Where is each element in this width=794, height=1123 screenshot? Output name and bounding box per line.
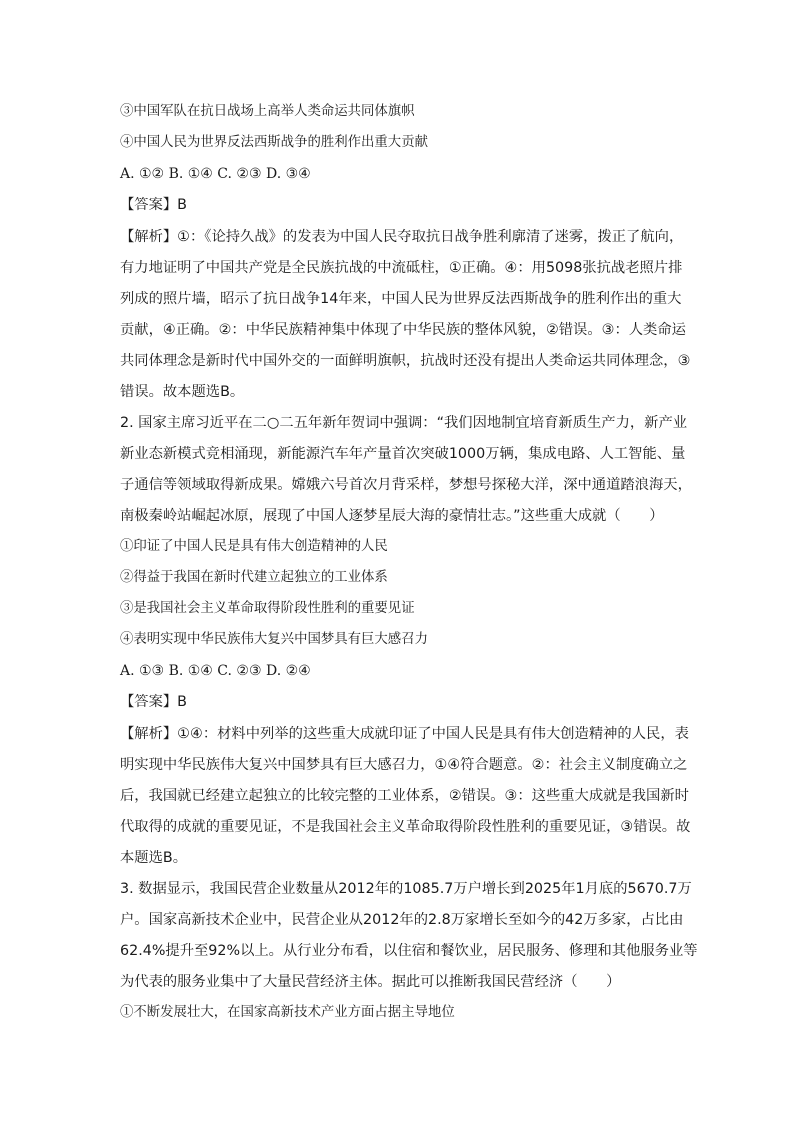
q2-option-3: ③是我国社会主义革命取得阶段性胜利的重要见证 bbox=[120, 601, 415, 616]
q3-stem-line: 3. 数据显示，我国民营企业数量从2012年的1085.7万户增长到2025年1月底的5670.7万 bbox=[120, 881, 692, 897]
q1-analysis-line: 【解析】①：《论持久战》的发表为中国人民夺取抗日战争胜利廓清了迷雾，拨正了航向， bbox=[120, 229, 684, 245]
q2-stem-line: 子通信等领域取得新成果。嫦娥六号首次月背采样，梦想号探秘大洋，深中通道踏浪海天， bbox=[120, 477, 692, 493]
q2-choices: A. ①③ B. ①④ C. ②③ D. ②④ bbox=[120, 663, 311, 679]
q1-analysis-line: 贡献，④正确。②：中华民族精神集中体现了中华民族的整体风貌，②错误。③：人类命运 bbox=[120, 322, 686, 338]
q2-analysis-line: 【解析】①④：材料中列举的这些重大成就印证了中国人民是具有伟大创造精神的人民，表 bbox=[120, 726, 689, 742]
q2-option-2: ②得益于我国在新时代建立起独立的工业体系 bbox=[120, 570, 388, 585]
q2-analysis-line: 代取得的成就的重要见证，不是我国社会主义革命取得阶段性胜利的重要见证，③错误。故 bbox=[120, 819, 691, 835]
q1-analysis-line: 共同体理念是新时代中国外交的一面鲜明旗帜，抗战时还没有提出人类命运共同体理念，③ bbox=[120, 353, 691, 369]
q1-answer: 【答案】B bbox=[120, 197, 187, 213]
q1-analysis-line: 列成的照片墙，昭示了抗日战争14年来，中国人民为世界反法西斯战争的胜利作出的重大 bbox=[120, 291, 682, 307]
q2-option-4: ④表明实现中华民族伟大复兴中国梦具有巨大感召力 bbox=[120, 632, 428, 647]
q2-option-1: ①印证了中国人民是具有伟大创造精神的人民 bbox=[120, 539, 388, 554]
q2-analysis-line: 后，我国就已经建立起独立的比较完整的工业体系，②错误。③：这些重大成就是我国新时 bbox=[120, 788, 689, 804]
q2-stem-line: 2. 国家主席习近平在二○二五年新年贺词中强调：“我们因地制宜培育新质生产力，新产业 bbox=[120, 415, 688, 431]
q1-analysis-line: 错误。故本题选B。 bbox=[120, 384, 245, 400]
q2-stem-line: 新业态新模式竞相涌现，新能源汽车年产量首次突破1000万辆，集成电路、人工智能、量 bbox=[120, 446, 686, 462]
q1-choices: A. ①② B. ①④ C. ②③ D. ③④ bbox=[120, 166, 311, 182]
q3-stem-line: 为代表的服务业集中了大量民营经济主体。据此可以推断我国民营经济（ ） bbox=[120, 974, 621, 990]
q3-stem-line: 62.4%提升至92%以上。从行业分布看，以住宿和餐饮业，居民服务、修理和其他服务业等 bbox=[120, 943, 698, 959]
q1-analysis-line: 有力地证明了中国共产党是全民族抗战的中流砥柱，①正确。④：用5098张抗战老照片排 bbox=[120, 260, 683, 276]
q2-analysis-line: 本题选B。 bbox=[120, 850, 187, 866]
q1-option-3: ③中国军队在抗日战场上高举人类命运共同体旗帜 bbox=[120, 104, 415, 119]
q2-analysis-line: 明实现中华民族伟大复兴中国梦具有巨大感召力，①④符合题意。②：社会主义制度确立之 bbox=[120, 757, 688, 773]
q1-option-4: ④中国人民为世界反法西斯战争的胜利作出重大贡献 bbox=[120, 135, 428, 150]
q3-option-1: ①不断发展壮大，在国家高新技术产业方面占据主导地位 bbox=[120, 1005, 455, 1020]
q2-answer: 【答案】B bbox=[120, 694, 187, 710]
q3-stem-line: 户。国家高新技术企业中，民营企业从2012年的2.8万家增长至如今的42万多家，占比由 bbox=[120, 912, 684, 928]
q2-stem-line: 南极秦岭站崛起冰原，展现了中国人逐梦星辰大海的豪情壮志。”这些重大成就（ ） bbox=[120, 508, 664, 524]
